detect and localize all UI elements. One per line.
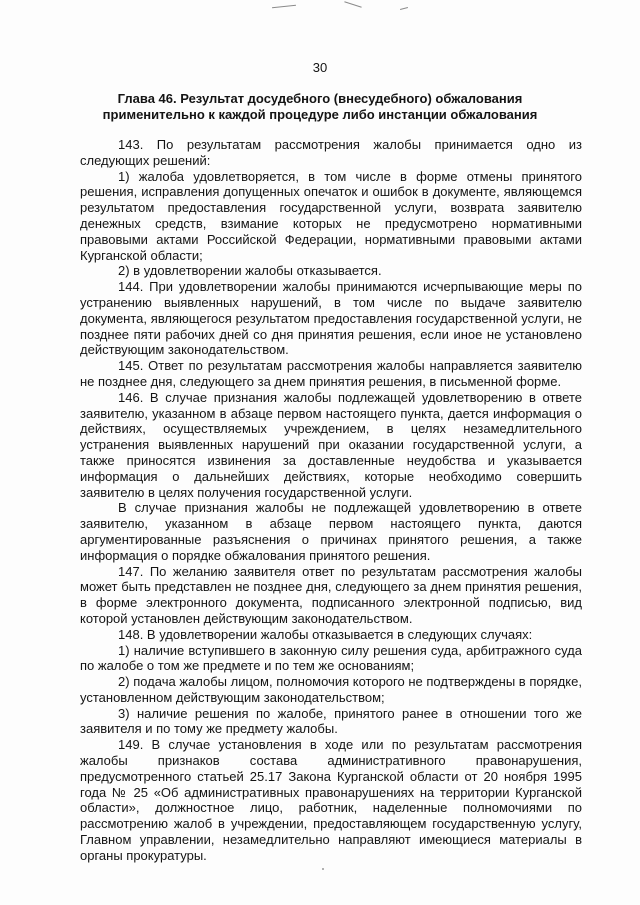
paragraph-148-item-3: 3) наличие решения по жалобе, принятого ранее в отношении того же заявителя и по тому же предмету жалобы.	[80, 705, 582, 737]
scan-artifact	[400, 7, 408, 10]
page-number: 30	[312, 60, 328, 75]
paragraph-146-part-2: В случае признания жалобы не подлежащей удовлетворению в ответе заявителю, указанном в абзаце первом настоящего пункта, даются аргументированные разъяснения о причинах принятого решения, а также информация о порядке обжалования принятого решения.	[80, 500, 582, 563]
paragraph-146: 146. В случае признания жалобы подлежащей удовлетворению в ответе заявителю, указанном в абзаце первом настоящего пункта, дается информация о действиях, осуществляемых учреждением, в целях незамедлительного устранения выявленных нарушений при оказании государственной услуги, а также приносятся извинения за доставленные неудобства и указывается информация о дальнейших действиях, которые необходимо совершить заявителю в целях получения государственной услуги.	[80, 389, 582, 500]
paragraph-144: 144. При удовлетворении жалобы принимаются исчерпывающие меры по устранению выявленных нарушений, в том числе по выдаче заявителю документа, являющегося результатом предоставления государственной услуги, не позднее пяти рабочих дней со дня принятия решения, если иное не установлено действующим законодательством.	[80, 279, 582, 358]
paragraph-145: 145. Ответ по результатам рассмотрения жалобы направляется заявителю не позднее дня, следующего за днем принятия решения, в письменной форме.	[80, 358, 582, 389]
paragraph-143: 143. По результатам рассмотрения жалобы принимается одно из следующих решений:	[80, 137, 582, 168]
scan-artifact	[322, 868, 324, 870]
paragraph-149: 149. В случае установления в ходе или по результатам рассмотрения жалобы признаков состава административного правонарушения, предусмотренного статьей 25.17 Закона Курганской области от 20 ноября 1995 года № 25 «Об административных правонарушениях на территории Курганской области», должностное лицо, работник, наделенные полномочиями по рассмотрению жалоб в учреждении, предоставляющем государственную услугу, Главном управлении, незамедлительно направляют имеющиеся материалы в органы прокуратуры.	[80, 737, 582, 863]
scan-artifact	[344, 1, 361, 8]
chapter-title: Глава 46. Результат досудебного (внесудебного) обжалования применительно к каждой процедуре либо инстанции обжалования	[102, 91, 538, 122]
paragraph-148-item-1: 1) наличие вступившего в законную силу решения суда, арбитражного суда по жалобе о том же предмете и по тем же основаниям;	[80, 642, 582, 674]
paragraph-147: 147. По желанию заявителя ответ по результатам рассмотрения жалобы может быть представлен не позднее дня, следующего за днем принятия решения, в форме электронного документа, подписанного электронной подписью, вид которой установлен действующим законодательством.	[80, 563, 582, 626]
paragraph-148: 148. В удовлетворении жалобы отказывается в следующих случаях:	[118, 626, 533, 642]
paragraph-143-item-1: 1) жалоба удовлетворяется, в том числе в форме отмены принятого решения, исправления допущенных опечаток и ошибок в документе, являющемся результатом предоставления государственной услуги, возврата заявителю денежных средств, взимание которых не предусмотрено нормативными правовыми актами Российской Федерации, нормативными правовыми актами Курганской области;	[80, 168, 582, 263]
document-body	[80, 137, 582, 864]
paragraph-143-item-2: 2) в удовлетворении жалобы отказывается.	[118, 263, 382, 279]
scan-artifact	[272, 5, 296, 9]
paragraph-148-item-2: 2) подача жалобы лицом, полномочия которого не подтверждены в порядке, установленном действующим законодательством;	[80, 674, 582, 705]
